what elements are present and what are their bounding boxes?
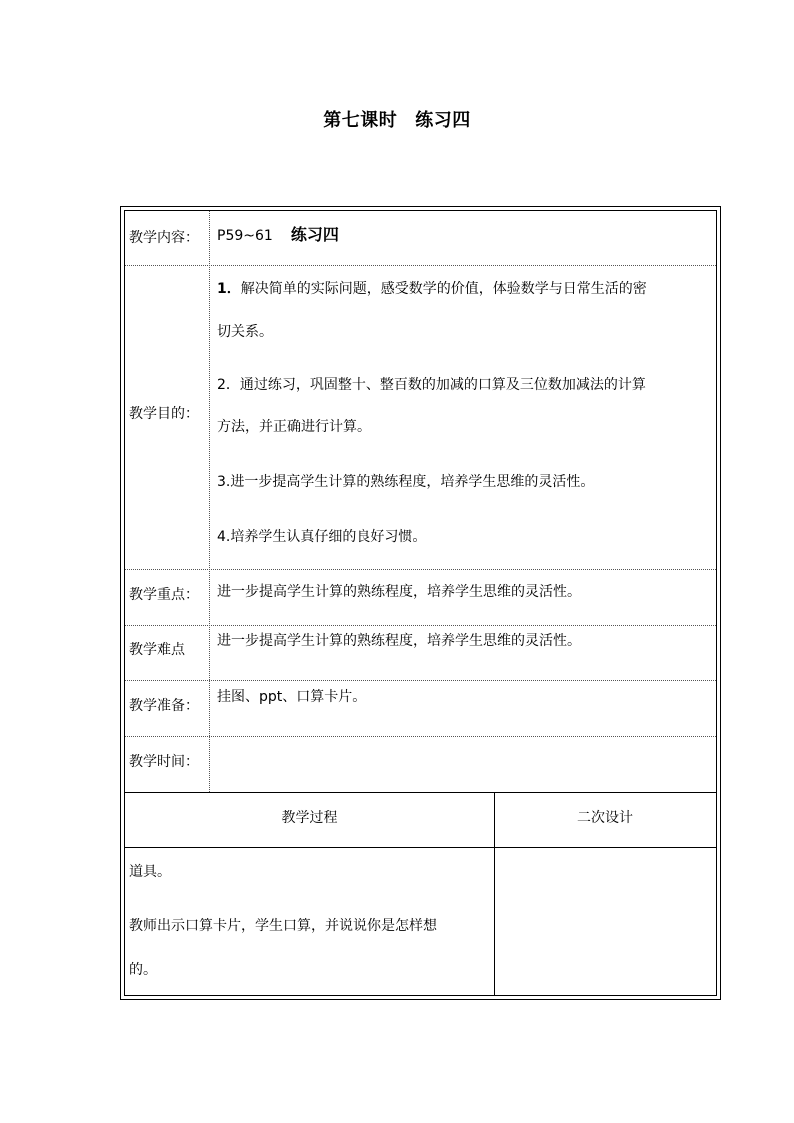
difficulty-label: 教学难点	[129, 642, 185, 658]
objective-2-line1: 通过练习，巩固整十、整百数的加减的口算及三位数加减法的计算	[239, 377, 646, 393]
objective-2	[217, 375, 708, 395]
content-topic: 练习四	[290, 225, 339, 244]
difficulty-value: 进一步提高学生计算的熟练程度，培养学生思维的灵活性。	[217, 633, 581, 649]
row-divider	[125, 736, 716, 737]
process-body-divider	[125, 847, 716, 848]
process-header: 教学过程	[281, 810, 338, 826]
preparation-label: 教学准备：	[129, 698, 199, 714]
objective-3: 3.进一步提高学生计算的熟练程度，培养学生思维的灵活性。	[217, 474, 595, 490]
process-line-1: 道具。	[129, 864, 171, 880]
process-header-divider	[125, 792, 716, 793]
key-point-value: 进一步提高学生计算的熟练程度，培养学生思维的灵活性。	[217, 584, 581, 600]
objective-1	[217, 279, 708, 299]
title-lesson: 第七课时	[323, 110, 398, 131]
objective-1-num: 1．	[217, 281, 241, 297]
process-line-2: 教师出示口算卡片，学生口算，并说说你是怎样想	[129, 918, 437, 934]
row-divider	[125, 625, 716, 626]
lesson-plan-table	[120, 206, 721, 1000]
objective-2-num: 2．	[217, 377, 240, 393]
lesson-plan-table-inner	[124, 210, 717, 996]
preparation-value: 挂图、ppt、口算卡片。	[217, 689, 367, 705]
process-line-3: 的。	[129, 962, 157, 978]
key-point-label: 教学重点：	[129, 587, 199, 603]
content-value	[217, 225, 710, 246]
objectives-label: 教学目的：	[129, 406, 199, 422]
label-column-divider	[209, 211, 210, 792]
objective-2-cont: 方法，并正确进行计算。	[217, 419, 371, 435]
row-divider	[125, 569, 716, 570]
objective-4: 4.培养学生认真仔细的良好习惯。	[217, 529, 427, 545]
time-label: 教学时间：	[129, 754, 199, 770]
title-topic: 练习四	[415, 110, 471, 131]
row-divider	[125, 680, 716, 681]
content-label: 教学内容：	[129, 230, 199, 246]
page-title	[0, 106, 794, 132]
objective-1-cont: 切关系。	[217, 324, 273, 340]
row-divider	[125, 265, 716, 266]
redesign-header: 二次设计	[577, 810, 633, 826]
content-pages: P59~61	[217, 228, 273, 244]
objective-1-line1: 解决简单的实际问题，感受数学的价值，体验数学与日常生活的密	[240, 281, 647, 297]
